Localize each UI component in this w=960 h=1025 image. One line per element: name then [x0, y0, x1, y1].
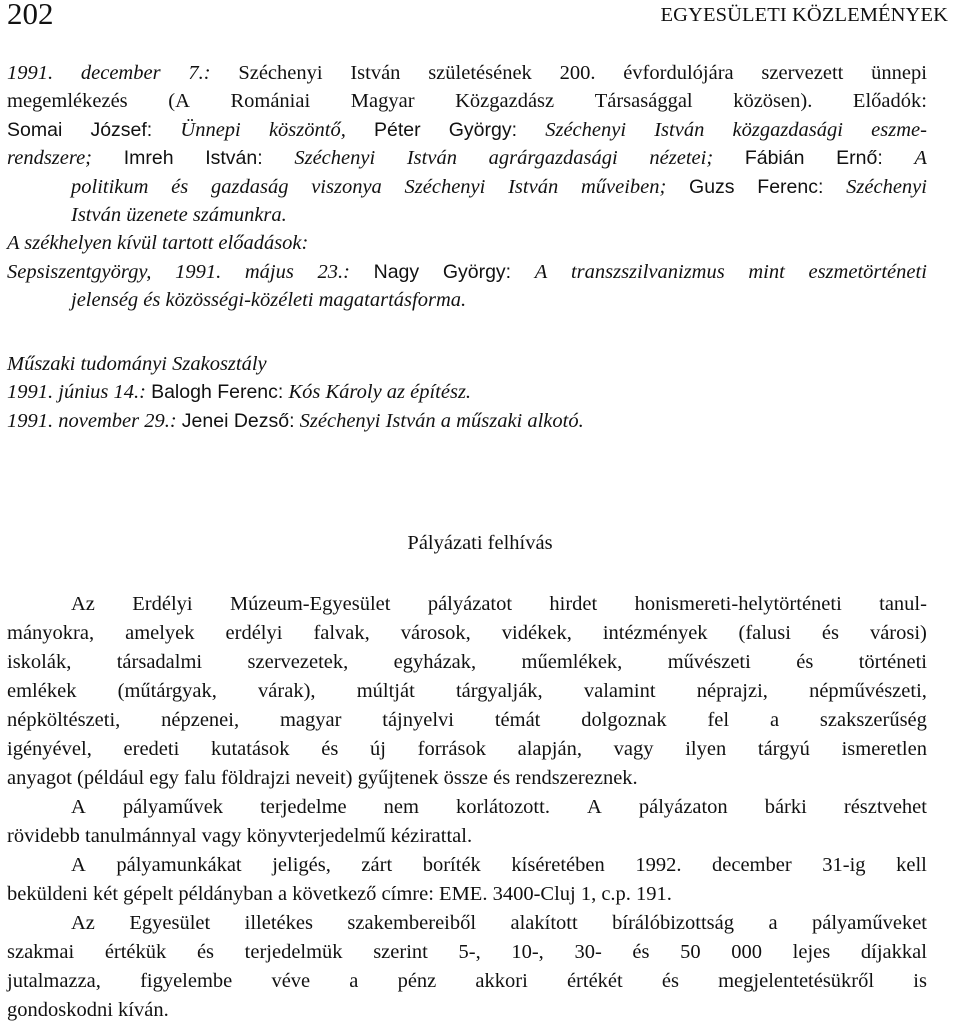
lecture-title: Kós Károly az építész.: [288, 381, 472, 404]
word: közösen).: [733, 90, 813, 113]
word: alapján,: [517, 738, 582, 760]
word: bárki: [764, 796, 807, 818]
word: népművészeti,: [809, 680, 927, 702]
word: valamint: [583, 680, 656, 702]
word: december: [80, 62, 161, 84]
tech-heading: [7, 350, 927, 378]
word: alakított: [510, 912, 578, 934]
word: szakszerűség: [819, 709, 927, 731]
event-date: 1991. november 29.:: [7, 409, 177, 432]
word: Előadók:: [852, 90, 927, 113]
word: intézmények: [602, 622, 708, 644]
word: Közgazdász: [455, 90, 555, 113]
event-list: [7, 59, 927, 315]
word: is: [913, 970, 927, 992]
event-line: [7, 201, 927, 229]
word: György:: [448, 118, 518, 141]
word: mint: [748, 260, 785, 283]
word: A: [587, 796, 602, 818]
word: Ferenc:: [757, 175, 824, 198]
word: amelyek: [125, 622, 195, 644]
lecture-title: István üzenete számunkra.: [71, 203, 287, 226]
word: ilyen: [685, 738, 727, 760]
call-line: [7, 735, 927, 764]
word: Guzs: [689, 175, 735, 198]
word: jeligés,: [272, 854, 331, 876]
word: források: [417, 738, 486, 760]
word: 31-ig: [822, 854, 866, 876]
call-line: [7, 967, 927, 996]
word: kutatások: [210, 738, 290, 760]
word: a: [349, 970, 359, 992]
word: dolgoznak: [581, 709, 667, 731]
word: zárt: [361, 854, 393, 876]
heading-text: Műszaki tudományi Szakosztály: [7, 353, 267, 375]
word: december: [712, 854, 792, 876]
word: és: [821, 622, 839, 644]
word: nem: [383, 796, 419, 818]
word: boríték: [422, 854, 481, 876]
page-number: 202: [7, 0, 54, 31]
call-line: [7, 909, 927, 938]
word: tanul-: [879, 593, 927, 615]
word: 23.:: [317, 260, 350, 283]
call-line: [7, 706, 927, 735]
word: 000: [731, 941, 763, 963]
word: A: [534, 260, 548, 283]
word: és: [321, 738, 339, 760]
word: pályázatot: [427, 593, 513, 615]
word: népköltészeti,: [7, 709, 121, 731]
word: eredeti: [123, 738, 180, 760]
word: közgazdasági: [732, 118, 843, 141]
heading-text: A székhelyen kívül tartott előadások:: [7, 232, 309, 255]
call-body: [7, 590, 927, 1025]
word: Az: [71, 912, 95, 934]
word: várak),: [258, 680, 316, 702]
outside-lectures-heading: [7, 229, 927, 257]
word: emlékek: [7, 680, 77, 702]
lecture-title: jelenség és közösségi-közéleti magatartásforma.: [71, 289, 467, 312]
word: Társasággal: [594, 90, 693, 113]
word: kíséretében: [511, 854, 605, 876]
word: gazdaság: [210, 175, 289, 198]
word: megjelentetésükről: [718, 970, 875, 992]
word: szervezett: [761, 62, 844, 84]
word: viszonya: [311, 175, 382, 198]
word: szervezetek,: [247, 651, 349, 673]
word: vagy: [613, 738, 654, 760]
word: május: [244, 260, 294, 283]
call-line: [7, 648, 927, 677]
call-line: [7, 938, 927, 967]
word: Széchenyi: [294, 147, 376, 170]
word: városok,: [400, 622, 471, 644]
lecture-title: Széchenyi István a műszaki alkotó.: [299, 409, 584, 432]
word: lejes: [792, 941, 831, 963]
word: művészeti: [667, 651, 751, 673]
event-line: [7, 407, 927, 435]
word: 50: [680, 941, 701, 963]
word: Széchenyi: [846, 175, 927, 198]
word: 200.: [559, 62, 596, 84]
word: mányokra,: [7, 622, 95, 644]
word: (falusi: [738, 622, 791, 644]
word: Somai: [7, 118, 63, 141]
word: véve: [271, 970, 311, 992]
word: és: [632, 941, 650, 963]
call-line: [7, 619, 927, 648]
word: 5-,: [458, 941, 481, 963]
word: műemlékek,: [521, 651, 623, 673]
call-line: anyagot (például egy falu földrajzi neveit) gyűjtenek össze és rendszereznek.: [7, 767, 638, 789]
word: 1992.: [635, 854, 682, 876]
word: társadalmi: [116, 651, 203, 673]
word: értékét: [566, 970, 623, 992]
word: akkori: [475, 970, 528, 992]
word: résztvehet: [843, 796, 927, 818]
event-line: [7, 286, 927, 314]
word: értékük: [104, 941, 167, 963]
call-line: [7, 851, 927, 880]
word: Múzeum-Egyesület: [229, 593, 391, 615]
word: egyházak,: [393, 651, 477, 673]
event-line: [7, 144, 927, 172]
word: fel: [707, 709, 730, 731]
page-header: [7, 0, 948, 34]
word: bírálóbizottság: [612, 912, 734, 934]
word: a: [768, 912, 778, 934]
word: eszme-: [871, 118, 927, 141]
word: Péter: [373, 118, 421, 141]
word: Nagy: [373, 260, 420, 283]
word: (A: [168, 90, 190, 113]
word: tárgyú: [757, 738, 810, 760]
word: politikum: [71, 175, 149, 198]
word: rendszere;: [7, 147, 93, 170]
speaker-name: Balogh Ferenc:: [151, 381, 284, 404]
word: műveiben;: [580, 175, 667, 198]
event-line: [7, 87, 927, 115]
word: szakembereiből: [347, 912, 477, 934]
word: terjedelme: [260, 796, 347, 818]
word: Erdélyi: [132, 593, 193, 615]
running-head: EGYESÜLETI KÖZLEMÉNYEK: [660, 4, 948, 26]
word: 10-,: [511, 941, 544, 963]
word: István:: [205, 147, 263, 170]
call-line: [7, 677, 927, 706]
call-line: [7, 793, 927, 822]
call-line: beküldeni két gépelt példányban a következő címre: EME. 3400-Cluj 1, c.p. 191.: [7, 883, 672, 905]
word: transzszilvanizmus: [570, 260, 725, 283]
word: eszmetörténeti: [808, 260, 927, 283]
word: tájnyelvi: [382, 709, 454, 731]
word: köszöntő,: [268, 118, 346, 141]
word: 1991.: [7, 62, 54, 84]
word: figyelembe: [140, 970, 233, 992]
word: Fábián: [744, 147, 805, 170]
word: István: [654, 118, 705, 141]
call-heading: Pályázati felhívás: [407, 532, 553, 554]
call-line: [7, 590, 927, 619]
tech-section: [7, 350, 927, 435]
word: Egyesület: [129, 912, 211, 934]
word: Imreh: [123, 147, 174, 170]
word: terjedelmük: [244, 941, 343, 963]
event-line: [7, 378, 927, 406]
word: és: [661, 970, 679, 992]
word: Magyar: [350, 90, 415, 113]
word: magyar: [279, 709, 342, 731]
word: ünnepi: [871, 62, 927, 84]
event-line: [7, 173, 927, 201]
word: erdélyi: [225, 622, 283, 644]
word: és: [196, 941, 215, 963]
word: díjakkal: [860, 941, 927, 963]
word: és: [171, 175, 189, 198]
word: pályaművek: [122, 796, 224, 818]
word: megemlékezés: [7, 90, 128, 113]
word: 30-: [574, 941, 602, 963]
word: Az: [71, 593, 95, 615]
word: szakmai: [7, 941, 75, 963]
word: agrárgazdasági: [488, 147, 618, 170]
word: igényével,: [7, 738, 92, 760]
word: falvak,: [313, 622, 370, 644]
word: múltját: [356, 680, 415, 702]
word: Széchenyi: [545, 118, 627, 141]
word: pályamunkákat: [116, 854, 242, 876]
word: ismeretlen: [841, 738, 927, 760]
word: A: [914, 147, 927, 170]
word: pályaműveket: [812, 912, 927, 934]
word: korlátozott.: [456, 796, 550, 818]
word: tárgyalják,: [455, 680, 543, 702]
word: hirdet: [549, 593, 598, 615]
speaker-name: Jenei Dezső:: [181, 409, 295, 432]
event-line: [7, 59, 927, 87]
word: József:: [90, 118, 153, 141]
word: évfordulójára: [623, 62, 734, 84]
word: 1991.: [175, 260, 222, 283]
word: városi): [869, 622, 927, 644]
word: István: [508, 175, 559, 198]
word: és: [796, 651, 814, 673]
word: honismereti-helytörténeti: [634, 593, 842, 615]
word: 7.:: [188, 62, 211, 84]
word: nézetei;: [649, 147, 714, 170]
word: Sepsiszentgyörgy,: [7, 260, 152, 283]
event-line: [7, 258, 927, 286]
word: születésének: [428, 62, 532, 84]
call-line: gondoskodni kíván.: [7, 999, 169, 1021]
word: néprajzi,: [696, 680, 768, 702]
word: iskolák,: [7, 651, 72, 673]
event-date: 1991. június 14.:: [7, 381, 146, 404]
word: István: [350, 62, 401, 84]
word: György:: [442, 260, 512, 283]
word: (műtárgyak,: [117, 680, 217, 702]
word: illetékes: [244, 912, 313, 934]
word: A: [71, 854, 86, 876]
word: vidékek,: [501, 622, 572, 644]
word: Széchenyi: [238, 62, 323, 84]
word: Romániai: [230, 90, 311, 113]
word: Ünnepi: [180, 118, 241, 141]
word: Széchenyi: [404, 175, 486, 198]
word: témát: [494, 709, 541, 731]
word: történeti: [858, 651, 927, 673]
event-line: [7, 116, 927, 144]
word: szerint: [373, 941, 428, 963]
word: István: [406, 147, 457, 170]
word: kell: [896, 854, 927, 876]
word: a: [769, 709, 780, 731]
call-line: rövidebb tanulmánnyal vagy könyvterjedelmű kézirattal.: [7, 825, 473, 847]
word: pénz: [397, 970, 437, 992]
word: A: [71, 796, 86, 818]
word: Ernő:: [836, 147, 883, 170]
word: pályázaton: [638, 796, 728, 818]
word: jutalmazza,: [7, 970, 101, 992]
word: népzenei,: [161, 709, 240, 731]
word: új: [370, 738, 386, 760]
